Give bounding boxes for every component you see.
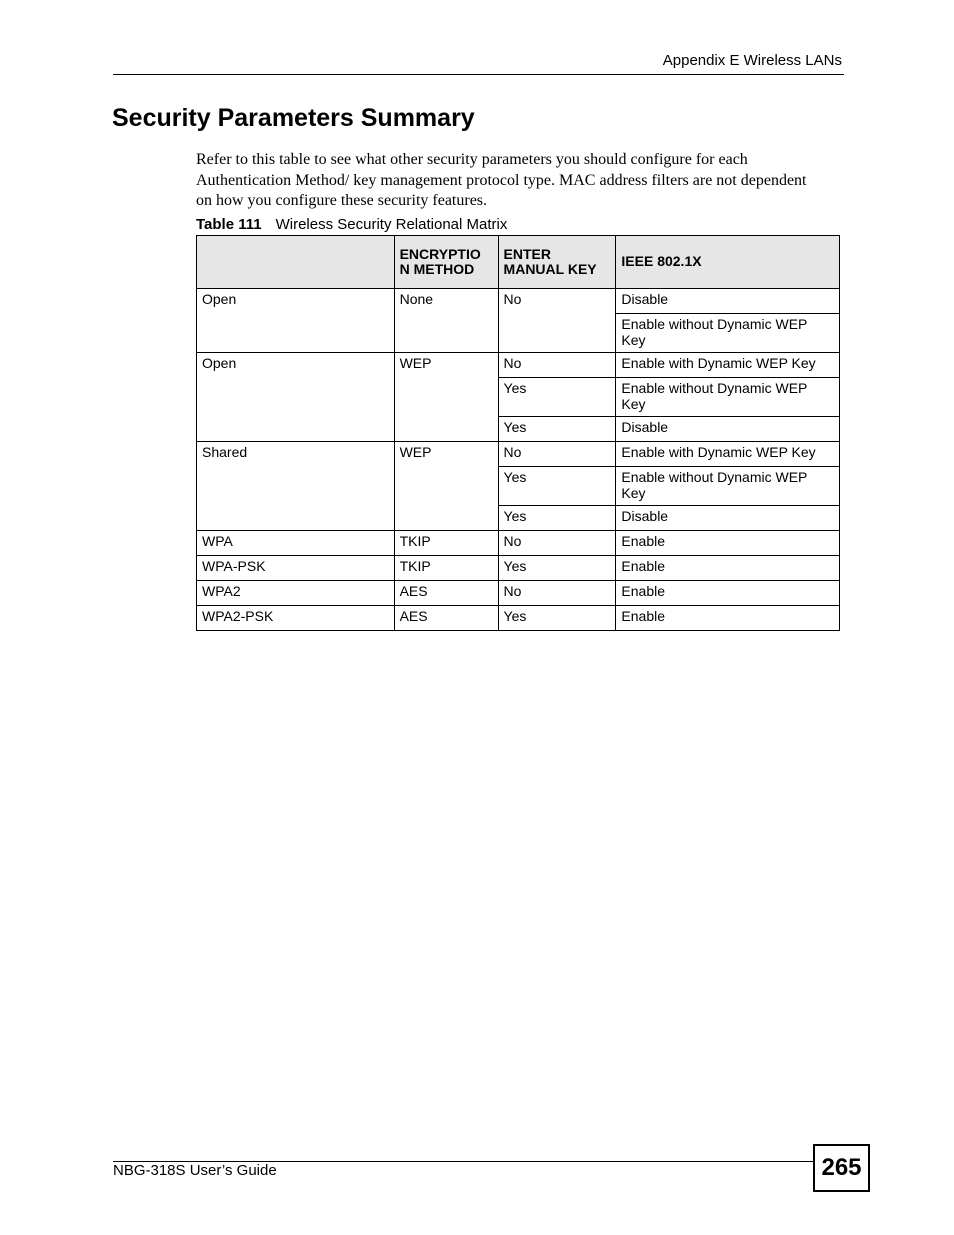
table-row [197, 606, 840, 631]
ieee-cell: Disable [616, 506, 840, 531]
table-row [197, 581, 840, 606]
table-caption-number: Table 111 [196, 216, 262, 233]
ieee-cell: Disable [616, 417, 840, 442]
table-row [197, 531, 840, 556]
key-cell: No [498, 289, 616, 353]
intro-paragraph: Refer to this table to see what other security parameters you should configure for each Authentication Method/ key management protocol type. MAC address filters are not dependent on how you configure these security features. [196, 151, 807, 209]
table-row [197, 353, 840, 378]
page-number: 265 [813, 1144, 870, 1192]
header-manual-key: ENTER MANUAL KEY [498, 236, 616, 289]
enc-cell: WEP [394, 353, 498, 442]
auth-cell: Open [197, 289, 395, 353]
enc-cell: None [394, 289, 498, 353]
ieee-cell: Enable [616, 531, 840, 556]
ieee-cell: Enable with Dynamic WEP Key [616, 353, 840, 378]
auth-cell: Open [197, 353, 395, 442]
table-caption [196, 216, 507, 233]
key-cell: No [498, 531, 616, 556]
enc-cell: WEP [394, 442, 498, 531]
key-cell: No [498, 442, 616, 467]
ieee-cell: Disable [616, 289, 840, 314]
auth-cell: WPA2-PSK [197, 606, 395, 631]
table-row [197, 556, 840, 581]
key-cell: No [498, 581, 616, 606]
ieee-cell: Enable without Dynamic WEP Key [616, 467, 840, 506]
auth-cell: WPA [197, 531, 395, 556]
enc-cell: TKIP [394, 556, 498, 581]
header-encryption-method: ENCRYPTIO N METHOD [394, 236, 498, 289]
key-cell: Yes [498, 378, 616, 417]
security-matrix-table [196, 235, 840, 631]
key-cell: Yes [498, 467, 616, 506]
key-cell: Yes [498, 556, 616, 581]
table-caption-title: Wireless Security Relational Matrix [275, 216, 508, 233]
ieee-cell: Enable [616, 606, 840, 631]
auth-cell: Shared [197, 442, 395, 531]
header-auth-method [197, 236, 395, 289]
running-header [113, 52, 844, 75]
auth-cell: WPA-PSK [197, 556, 395, 581]
ieee-cell: Enable [616, 581, 840, 606]
enc-cell: AES [394, 581, 498, 606]
ieee-cell: Enable [616, 556, 840, 581]
key-cell: Yes [498, 506, 616, 531]
key-cell: Yes [498, 606, 616, 631]
enc-cell: AES [394, 606, 498, 631]
ieee-cell: Enable with Dynamic WEP Key [616, 442, 840, 467]
ieee-cell: Enable without Dynamic WEP Key [616, 314, 840, 353]
footer-guide-title: NBG-318S User’s Guide [113, 1162, 277, 1179]
enc-cell: TKIP [394, 531, 498, 556]
auth-cell: WPA2 [197, 581, 395, 606]
chapter-title: Appendix E Wireless LANs [662, 52, 842, 69]
section-title: Security Parameters Summary [112, 104, 475, 132]
table-row [197, 289, 840, 314]
ieee-cell: Enable without Dynamic WEP Key [616, 378, 840, 417]
key-cell: Yes [498, 417, 616, 442]
table-row [197, 442, 840, 467]
header-ieee-8021x: IEEE 802.1X [616, 236, 840, 289]
table-header-row [197, 236, 840, 289]
key-cell: No [498, 353, 616, 378]
